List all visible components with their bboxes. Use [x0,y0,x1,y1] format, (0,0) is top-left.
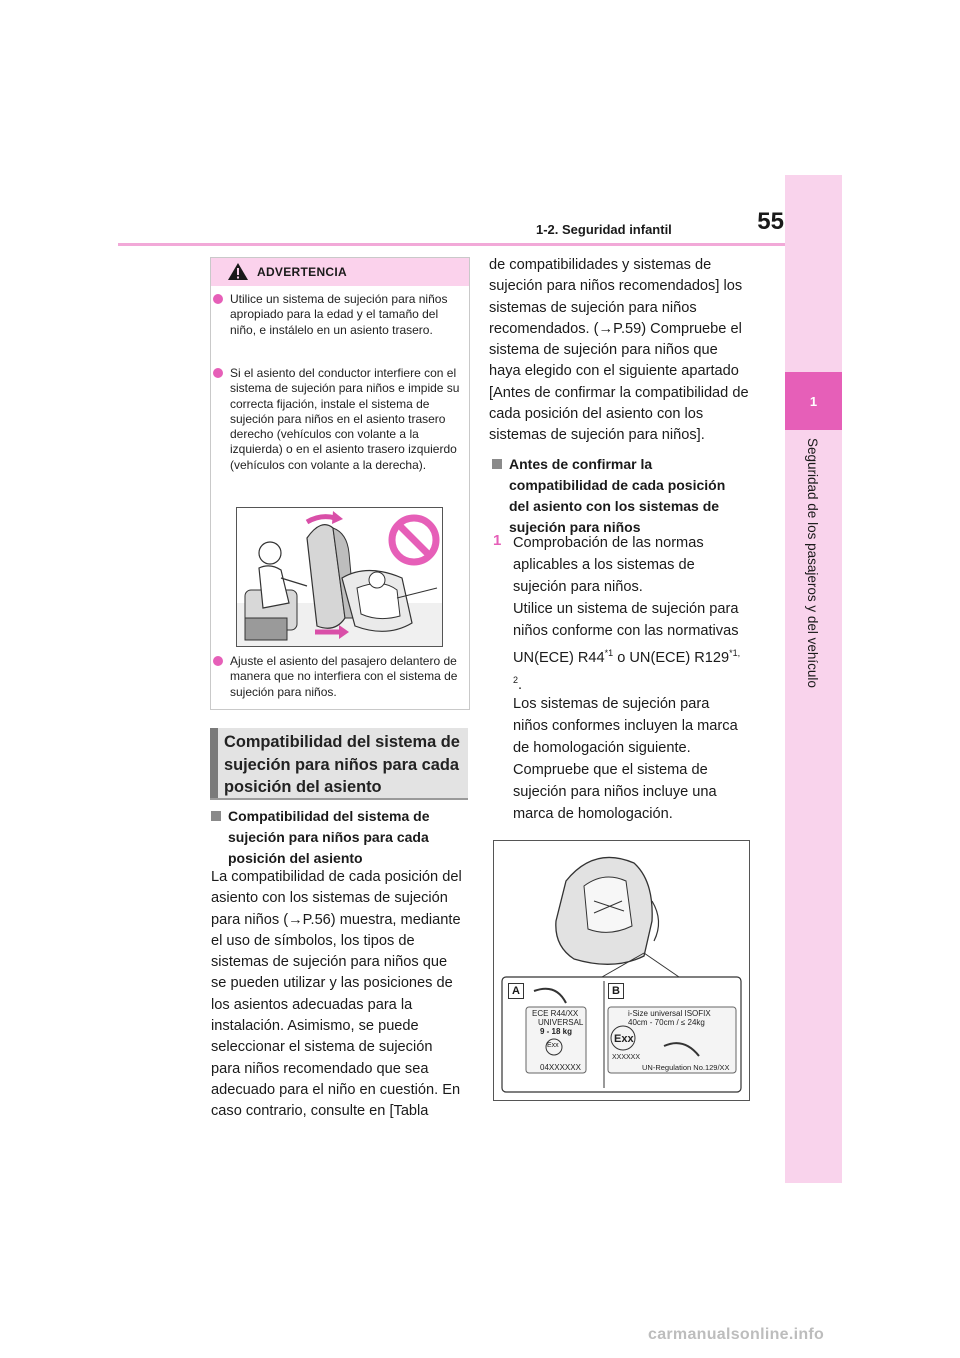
bullet-icon [213,656,223,666]
label-a-line1: ECE R44/XX [532,1009,579,1018]
step-detail-regulations [513,598,743,696]
warning-item [226,366,460,473]
callout-a: A [508,983,524,999]
chapter-number: 1 [785,372,842,430]
watermark: carmanualsonline.info [648,1326,825,1343]
section-title: 1-2. Seguridad infantil [536,222,672,237]
page-number: 55 [757,208,784,235]
warning-item [226,292,460,338]
warning-triangle-icon [227,262,249,281]
footnote-ref-2: *1, 2 [513,648,741,685]
header-rule [118,243,785,246]
subheading-text: Compatibilidad del sistema de sujeción para niños para cada posición del asiento [228,808,430,866]
label-a-line3: 9 - 18 kg [540,1027,573,1036]
subheading-before-confirm [509,454,749,538]
recommended-paragraph: de compatibilidades y sistemas de sujeción para niños recomendados] los sistemas de sujeción para niños recomendados. (→P.59) Compruebe el sistema de sujeción para niños que haya elegido con el siguiente apartado [Antes de confirmar la compatibilidad de cada posición del asiento con los sistemas de sujeción para niños]. [489,257,749,444]
step-detail-2: o UN(ECE) R129 [613,649,730,666]
seat-interference-drawing [237,508,442,646]
label-b-line2: 40cm - 70cm / ≤ 24kg [628,1018,705,1027]
approval-label-figure [493,840,750,1101]
seat-interference-illustration [236,507,443,647]
square-bullet-icon [492,459,502,469]
step-detail-1: Utilice un sistema de sujeción para niños conforme con las normativas UN(ECE) R44 [513,601,739,666]
warning-title: ADVERTENCIA [257,265,347,279]
label-a-code: 04XXXXXX [540,1063,581,1072]
compatibility-paragraph: La compatibilidad de cada posición del asiento con los sistemas de sujeción para niños (→P.56) muestra, mediante el uso de símbolos, los tipos de sistemas de sujeción para niños que se pueden utilizar y las posiciones de los asientos adecuadas para la instalación. Asimismo, se puede seleccionar el sistema de sujeción para niños recomendado que sea adecuado para el niño en cuestión. En caso contrario, consulte en [Tabla [211,869,462,1120]
section-header-title: Compatibilidad del sistema de sujeción para niños para cada posición del asiento [224,733,460,796]
label-b-regulation: UN-Regulation No.129/XX [642,1063,730,1072]
callout-b: B [608,983,624,999]
warning-item-text: Si el asiento del conductor interfiere con el sistema de sujeción para niños e impide su correcta fijación, instale el sistema de sujeción para niños en el asiento trasero derecho (vehículos con volante a la izquierda) o en el asiento trasero izquierdo (vehículos con volante a la derecha). [230,366,460,472]
label-b-line1: i-Size universal ISOFIX [628,1009,711,1018]
warning-item-text: Utilice un sistema de sujeción para niños apropiado para la edad y el tamaño del niño, e instálelo en un asiento trasero. [230,292,448,337]
subheading-text: Antes de confirmar la compatibilidad de cada posición del asiento con los sistemas de sujeción para niños [509,456,726,535]
section-header-bar [210,728,218,800]
subheading-compatibility [228,806,456,869]
bullet-icon [213,294,223,304]
step-detail-approval: Los sistemas de sujeción para niños conformes incluyen la marca de homologación siguiente. Compruebe que el sistema de sujeción para niños incluye una marca de homologación. [513,696,738,822]
bullet-icon [213,368,223,378]
chapter-label: Seguridad de los pasajeros y del vehículo [805,438,820,688]
warning-item-text: Ajuste el asiento del pasajero delantero de manera que no interfiera con el sistema de sujeción para niños. [230,654,458,699]
label-b-mark: Exx [614,1033,634,1045]
warning-item [226,654,460,700]
step-text: Comprobación de las normas aplicables a los sistemas de sujeción para niños. [513,535,704,595]
step-detail-3: . [518,676,523,693]
label-a-mark: Exx [547,1042,559,1049]
label-b-code: XXXXXX [612,1054,641,1061]
square-bullet-icon [211,811,221,821]
label-a-line2: UNIVERSAL [538,1018,584,1027]
footnote-ref-1: *1 [604,648,614,658]
child-seat-label-drawing [494,841,749,1100]
step-number: 1 [493,532,502,549]
